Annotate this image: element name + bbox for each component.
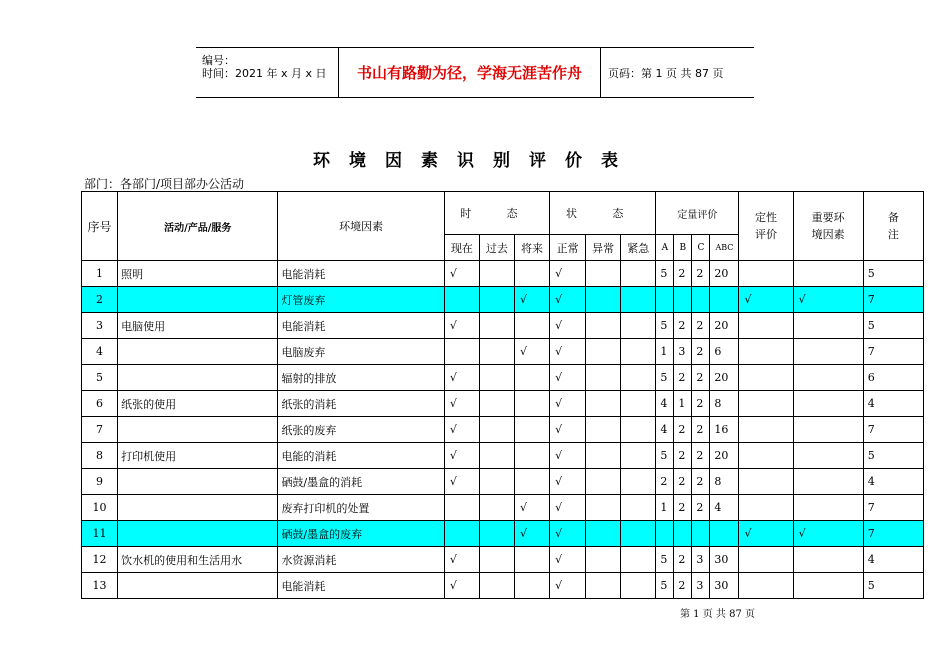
cell-remark: 7 (863, 495, 923, 521)
cell-normal: √ (550, 547, 586, 573)
cell-important (793, 573, 863, 599)
cell-normal: √ (550, 443, 586, 469)
cell-abnormal (586, 339, 621, 365)
cell-past (479, 495, 514, 521)
cell-future: √ (514, 521, 549, 547)
cell-abnormal (586, 365, 621, 391)
table-row (82, 417, 924, 443)
cell-a: 5 (656, 261, 674, 287)
cell-abc: 8 (710, 469, 739, 495)
cell-activity: 电脑使用 (118, 313, 278, 339)
cell-important (793, 365, 863, 391)
cell-activity (118, 339, 278, 365)
cell-emergency (621, 573, 656, 599)
cell-abc (710, 287, 739, 313)
cell-important (793, 547, 863, 573)
cell-activity (118, 417, 278, 443)
cell-important (793, 417, 863, 443)
table-row (82, 339, 924, 365)
cell-past (479, 443, 514, 469)
page-footer: 第 1 页 共 87 页 (680, 609, 755, 620)
cell-remark: 4 (863, 391, 923, 417)
cell-a: 1 (656, 339, 674, 365)
cell-abnormal (586, 313, 621, 339)
cell-activity: 照明 (118, 261, 278, 287)
col-factor: 环境因素 (278, 192, 444, 261)
cell-past (479, 573, 514, 599)
table-row (82, 261, 924, 287)
cell-seq: 11 (82, 521, 118, 547)
cell-c: 3 (692, 573, 710, 599)
col-activity: 活动/产品/服务 (118, 192, 278, 261)
cell-activity (118, 287, 278, 313)
cell-qual (739, 469, 793, 495)
cell-future: √ (514, 287, 549, 313)
cell-normal: √ (550, 339, 586, 365)
cell-remark: 5 (863, 573, 923, 599)
cell-seq: 5 (82, 365, 118, 391)
cell-a: 4 (656, 417, 674, 443)
header-meta (196, 48, 339, 97)
page-title: 环境因素识别评价表 (313, 151, 637, 171)
cell-abnormal (586, 443, 621, 469)
cell-important (793, 261, 863, 287)
cell-emergency (621, 443, 656, 469)
cell-important (793, 313, 863, 339)
cell-future (514, 391, 549, 417)
cell-normal: √ (550, 495, 586, 521)
col-now: 现在 (444, 235, 479, 261)
col-future: 将来 (514, 235, 549, 261)
cell-future (514, 573, 549, 599)
cell-b: 3 (674, 339, 692, 365)
cell-b: 2 (674, 261, 692, 287)
cell-c: 2 (692, 313, 710, 339)
cell-qual (739, 391, 793, 417)
cell-factor: 硒鼓/墨盒的废弃 (278, 521, 444, 547)
cell-normal: √ (550, 573, 586, 599)
cell-activity (118, 469, 278, 495)
cell-abc: 6 (710, 339, 739, 365)
cell-seq: 7 (82, 417, 118, 443)
cell-important (793, 391, 863, 417)
cell-past (479, 313, 514, 339)
cell-past (479, 339, 514, 365)
cell-abc: 20 (710, 443, 739, 469)
cell-qual (739, 339, 793, 365)
cell-abnormal (586, 495, 621, 521)
cell-b: 2 (674, 313, 692, 339)
cell-a: 5 (656, 573, 674, 599)
cell-b: 2 (674, 547, 692, 573)
cell-factor: 电能的消耗 (278, 443, 444, 469)
cell-abnormal (586, 261, 621, 287)
cell-past (479, 547, 514, 573)
cell-a: 1 (656, 495, 674, 521)
cell-remark: 7 (863, 287, 923, 313)
cell-emergency (621, 313, 656, 339)
cell-emergency (621, 417, 656, 443)
cell-abnormal (586, 521, 621, 547)
cell-b: 2 (674, 573, 692, 599)
cell-now (444, 521, 479, 547)
cell-c: 2 (692, 495, 710, 521)
cell-future (514, 417, 549, 443)
cell-normal: √ (550, 365, 586, 391)
cell-c: 2 (692, 365, 710, 391)
cell-important: √ (793, 287, 863, 313)
col-remark: 备 注 (863, 192, 923, 261)
document-header (196, 47, 754, 98)
cell-abc (710, 521, 739, 547)
cell-emergency (621, 547, 656, 573)
cell-future (514, 313, 549, 339)
cell-seq: 2 (82, 287, 118, 313)
cell-qual (739, 313, 793, 339)
col-past: 过去 (479, 235, 514, 261)
cell-c: 3 (692, 547, 710, 573)
cell-factor: 纸张的废弃 (278, 417, 444, 443)
cell-now (444, 339, 479, 365)
cell-factor: 电能消耗 (278, 313, 444, 339)
table-row (82, 287, 924, 313)
cell-emergency (621, 521, 656, 547)
cell-emergency (621, 287, 656, 313)
cell-c (692, 287, 710, 313)
table-row (82, 573, 924, 599)
cell-b: 1 (674, 391, 692, 417)
cell-c: 2 (692, 339, 710, 365)
cell-factor: 电能消耗 (278, 261, 444, 287)
cell-activity (118, 573, 278, 599)
cell-activity: 饮水机的使用和生活用水 (118, 547, 278, 573)
cell-a: 5 (656, 547, 674, 573)
cell-remark: 5 (863, 261, 923, 287)
cell-qual (739, 573, 793, 599)
col-emergency: 紧急 (621, 235, 656, 261)
table-row (82, 521, 924, 547)
cell-abnormal (586, 391, 621, 417)
department-label: 部门：各部门/项目部办公活动 (84, 177, 245, 191)
cell-abc: 30 (710, 573, 739, 599)
cell-important (793, 495, 863, 521)
cell-b (674, 521, 692, 547)
time-label: 时间：2021 年 x 月 x 日 (202, 67, 327, 80)
col-qual: 定性 评价 (739, 192, 793, 261)
cell-future (514, 365, 549, 391)
cell-past (479, 391, 514, 417)
cell-c (692, 521, 710, 547)
cell-past (479, 365, 514, 391)
cell-now: √ (444, 443, 479, 469)
cell-seq: 12 (82, 547, 118, 573)
cell-factor: 水资源消耗 (278, 547, 444, 573)
cell-qual: √ (739, 521, 793, 547)
cell-activity (118, 521, 278, 547)
cell-normal: √ (550, 287, 586, 313)
cell-seq: 8 (82, 443, 118, 469)
cell-abc: 8 (710, 391, 739, 417)
cell-abnormal (586, 469, 621, 495)
cell-factor: 灯管废弃 (278, 287, 444, 313)
cell-normal: √ (550, 391, 586, 417)
cell-now: √ (444, 547, 479, 573)
col-c: C (692, 235, 710, 261)
cell-activity: 纸张的使用 (118, 391, 278, 417)
cell-c: 2 (692, 469, 710, 495)
cell-qual (739, 365, 793, 391)
cell-factor: 纸张的消耗 (278, 391, 444, 417)
cell-factor: 辐射的排放 (278, 365, 444, 391)
cell-activity (118, 365, 278, 391)
cell-now (444, 287, 479, 313)
cell-a: 2 (656, 469, 674, 495)
cell-activity (118, 495, 278, 521)
cell-factor: 硒鼓/墨盒的消耗 (278, 469, 444, 495)
cell-emergency (621, 495, 656, 521)
cell-qual (739, 443, 793, 469)
col-quant: 定量评价 (656, 192, 739, 235)
header-motto: 书山有路勤为径，学海无涯苦作舟 (339, 48, 601, 97)
cell-a: 4 (656, 391, 674, 417)
cell-qual (739, 417, 793, 443)
cell-important (793, 469, 863, 495)
cell-b: 2 (674, 469, 692, 495)
cell-b (674, 287, 692, 313)
col-a: A (656, 235, 674, 261)
cell-past (479, 261, 514, 287)
cell-remark: 7 (863, 417, 923, 443)
cell-future (514, 443, 549, 469)
cell-future: √ (514, 339, 549, 365)
cell-factor: 废弃打印机的处置 (278, 495, 444, 521)
cell-remark: 5 (863, 313, 923, 339)
table-row (82, 313, 924, 339)
cell-remark: 4 (863, 547, 923, 573)
col-abnormal: 异常 (586, 235, 621, 261)
cell-normal: √ (550, 261, 586, 287)
cell-abc: 20 (710, 365, 739, 391)
cell-now: √ (444, 469, 479, 495)
cell-remark: 7 (863, 339, 923, 365)
cell-future (514, 469, 549, 495)
cell-remark: 5 (863, 443, 923, 469)
cell-past (479, 521, 514, 547)
col-state: 状 态 (550, 192, 656, 235)
cell-b: 2 (674, 417, 692, 443)
col-important: 重要环 境因素 (793, 192, 863, 261)
col-seq: 序号 (82, 192, 118, 261)
cell-abc: 20 (710, 261, 739, 287)
cell-c: 2 (692, 261, 710, 287)
cell-abc: 20 (710, 313, 739, 339)
cell-c: 2 (692, 443, 710, 469)
cell-a: 5 (656, 313, 674, 339)
evaluation-table (81, 191, 924, 599)
cell-seq: 9 (82, 469, 118, 495)
cell-abc: 30 (710, 547, 739, 573)
cell-seq: 6 (82, 391, 118, 417)
cell-remark: 6 (863, 365, 923, 391)
cell-a: 5 (656, 365, 674, 391)
cell-a: 5 (656, 443, 674, 469)
col-abc: ABC (710, 235, 739, 261)
cell-a (656, 521, 674, 547)
cell-abc: 4 (710, 495, 739, 521)
cell-important (793, 443, 863, 469)
cell-emergency (621, 469, 656, 495)
cell-normal: √ (550, 469, 586, 495)
cell-abnormal (586, 547, 621, 573)
cell-seq: 1 (82, 261, 118, 287)
cell-normal: √ (550, 313, 586, 339)
cell-now: √ (444, 417, 479, 443)
cell-abc: 16 (710, 417, 739, 443)
cell-remark: 4 (863, 469, 923, 495)
cell-qual: √ (739, 287, 793, 313)
table-row (82, 391, 924, 417)
table-row (82, 547, 924, 573)
cell-now: √ (444, 261, 479, 287)
cell-activity: 打印机使用 (118, 443, 278, 469)
col-normal: 正常 (550, 235, 586, 261)
cell-now: √ (444, 365, 479, 391)
table-row (82, 495, 924, 521)
table-row (82, 365, 924, 391)
cell-qual (739, 547, 793, 573)
cell-abnormal (586, 417, 621, 443)
cell-factor: 电脑废弃 (278, 339, 444, 365)
cell-past (479, 417, 514, 443)
cell-seq: 3 (82, 313, 118, 339)
cell-emergency (621, 391, 656, 417)
cell-normal: √ (550, 417, 586, 443)
cell-past (479, 287, 514, 313)
cell-abnormal (586, 573, 621, 599)
cell-factor: 电能消耗 (278, 573, 444, 599)
cell-important: √ (793, 521, 863, 547)
cell-emergency (621, 261, 656, 287)
cell-qual (739, 261, 793, 287)
cell-a (656, 287, 674, 313)
table-row (82, 469, 924, 495)
cell-normal: √ (550, 521, 586, 547)
col-b: B (674, 235, 692, 261)
cell-c: 2 (692, 391, 710, 417)
header-page-code: 页码：第 1 页 共 87 页 (608, 66, 724, 80)
cell-now: √ (444, 573, 479, 599)
cell-future (514, 261, 549, 287)
cell-qual (739, 495, 793, 521)
number-label: 编号： (202, 54, 235, 67)
cell-future: √ (514, 495, 549, 521)
cell-b: 2 (674, 495, 692, 521)
cell-future (514, 547, 549, 573)
cell-c: 2 (692, 417, 710, 443)
cell-now: √ (444, 391, 479, 417)
cell-seq: 4 (82, 339, 118, 365)
cell-emergency (621, 339, 656, 365)
cell-seq: 10 (82, 495, 118, 521)
cell-now (444, 495, 479, 521)
table-row (82, 443, 924, 469)
cell-past (479, 469, 514, 495)
cell-important (793, 339, 863, 365)
cell-abnormal (586, 287, 621, 313)
cell-b: 2 (674, 365, 692, 391)
cell-remark: 7 (863, 521, 923, 547)
col-tense: 时 态 (444, 192, 549, 235)
cell-seq: 13 (82, 573, 118, 599)
cell-b: 2 (674, 443, 692, 469)
cell-emergency (621, 365, 656, 391)
cell-now: √ (444, 313, 479, 339)
